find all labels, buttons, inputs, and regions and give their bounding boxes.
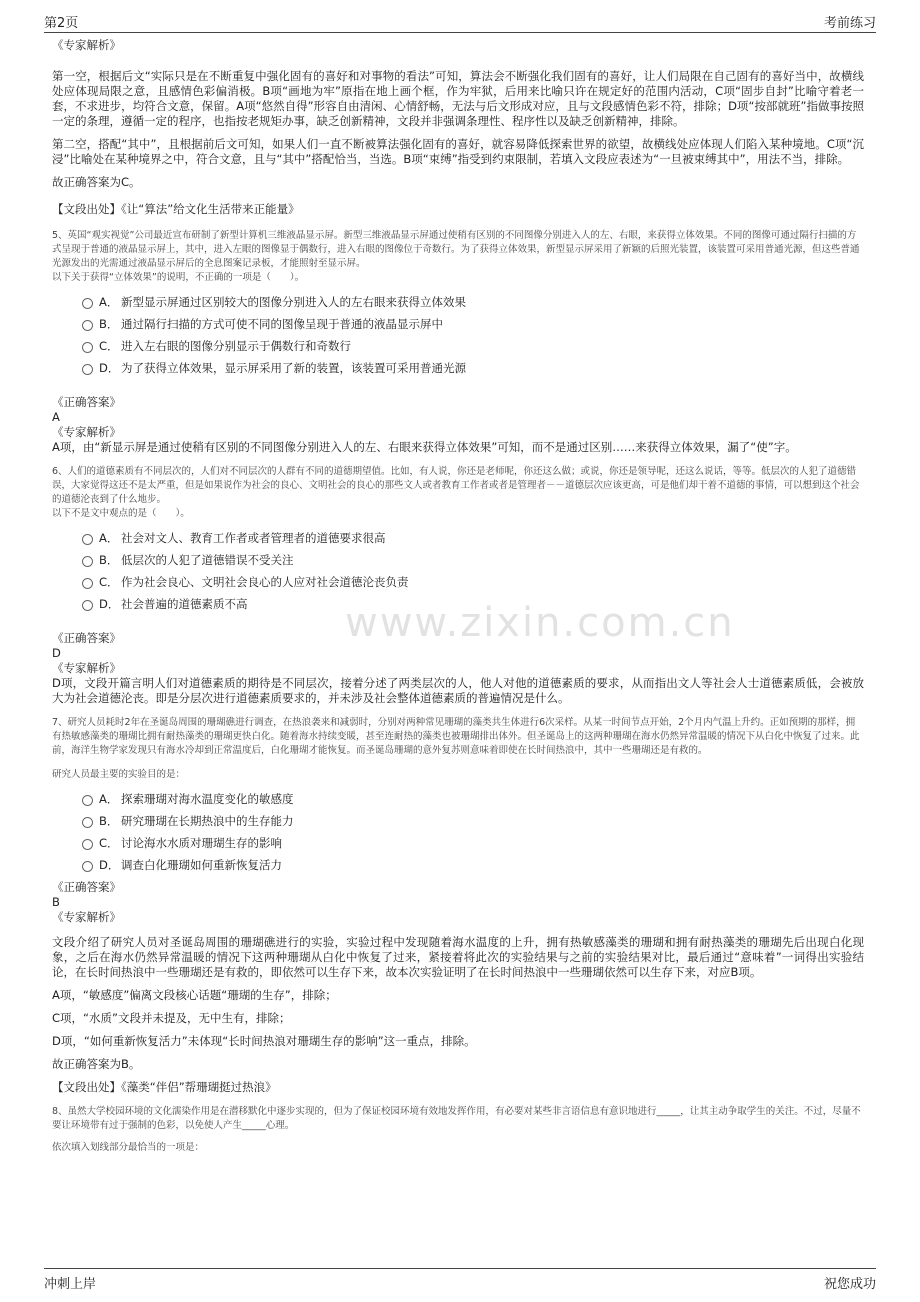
analysis-paragraph: 第一空，根据后文“实际只是在不断重复中强化固有的喜好和对事物的看法”可知，算法会不断强化我们固有的喜好，让人们局限在自己固有的喜好当中，故横线处应体现局限之意，且感情色彩偏消极。B项“画地为牢”原指在地上画个框，作为牢狱，后用来比喻只许在规定好的范围内活动，C项“固步自封”比喻守着老一套，不求进步，均符合文意，保留。A项“悠然自得”形容自由清闲、心情舒畅，无法与后文形成对应，且与文段感情色彩不符，排除；D项“按部就班”指做事按照一定的条理，遵循一定的程序，也指按老规矩办事，缺乏创新精神，文段并非强调条理性、程序性以及缺乏创新精神，排除。 <box>52 69 864 128</box>
analysis-paragraph: D项，“如何重新恢复活力”未体现“长时间热浪对珊瑚生存的影响”这一重点，排除。 <box>52 1034 476 1048</box>
answer-label: 《正确答案》 <box>52 631 121 645</box>
analysis-paragraph: C项，“水质”文段并未提及，无中生有，排除； <box>52 1011 291 1025</box>
radio-icon[interactable] <box>82 534 93 545</box>
radio-icon[interactable] <box>82 556 93 567</box>
option-c[interactable]: C． 作为社会良心、文明社会良心的人应对社会道德沦丧负责 <box>82 571 864 593</box>
question-prompt: 依次填入划线部分最恰当的一项是： <box>52 1142 205 1153</box>
question-prompt: 以下不是文中观点的是（ ）。 <box>52 508 190 519</box>
question-stem: 5、英国“观实视觉”公司最近宣布研制了新型计算机三维液晶显示屏。新型三维液晶显示屏通过使稍有区别的不同图像分别进入人的左、右眼，来获得立体效果。不同的图像可通过隔行扫描的方式呈现于普通的液晶显示屏上，其中，进入左眼的图像显于偶数行，进入右眼的图像位于奇数行。为了获得立体效果，新型显示屏采用了新颖的后照光装置，该装置可采用普通光源，但这些普通光源发出的光需通过液晶显示屏后的全息图案记录板，才能照射至显示屏。 <box>52 230 860 269</box>
document-body <box>52 38 864 1155</box>
answer-value: D <box>52 646 61 660</box>
page-footer <box>44 1268 876 1293</box>
option-list <box>82 291 864 379</box>
option-a[interactable]: A． 社会对文人、教育工作者或者管理者的道德要求很高 <box>82 527 864 549</box>
footer-right: 祝您成功 <box>823 1277 876 1292</box>
option-list <box>82 527 864 615</box>
header-title: 考前练习 <box>823 16 876 31</box>
conclusion: 故正确答案为C。 <box>52 175 141 189</box>
radio-icon[interactable] <box>82 861 93 872</box>
conclusion: 故正确答案为B。 <box>52 1057 141 1071</box>
page-header <box>44 10 876 33</box>
analysis-paragraph: 第二空，搭配“其中”，且根据前后文可知，如果人们一直不断被算法强化固有的喜好，就容易降低探索世界的欲望，故横线处应体现人们陷入某种境地。C项“沉浸”比喻处在某种境界之中，符合文意，且与“其中”搭配恰当，当选。B项“束缚”指受到约束限制，若填入文段应表述为“一旦被束缚其中”，用法不当，排除。 <box>52 137 864 166</box>
question-stem: 8、虽然大学校园环境的文化濡染作用是在潜移默化中逐步实现的，但为了保证校园环境有效地发挥作用，有必要对某些非言语信息有意识地进行_____，让其主动争取学生的关注。不过，尽量不要让环境带有过于强制的色彩，以免使人产生_____心理。 <box>52 1106 861 1131</box>
radio-icon[interactable] <box>82 600 93 611</box>
option-c[interactable]: C． 讨论海水水质对珊瑚生存的影响 <box>82 832 864 854</box>
option-b[interactable]: B． 研究珊瑚在长期热浪中的生存能力 <box>82 810 864 832</box>
radio-icon[interactable] <box>82 342 93 353</box>
analysis-paragraph: D项，文段开篇言明人们对道德素质的期待是不同层次，接着分述了两类层次的人，他人对他的道德素质的要求，从而指出文人等社会人士道德素质低，会被放大为社会道德沦丧。即是分层次进行道德素质要求的，并未涉及社会整体道德素质的普遍情况是什么。 <box>52 676 864 705</box>
option-b[interactable]: B． 通过隔行扫描的方式可使不同的图像呈现于普通的液晶显示屏中 <box>82 313 864 335</box>
radio-icon[interactable] <box>82 578 93 589</box>
option-c[interactable]: C． 进入左右眼的图像分别显示于偶数行和奇数行 <box>82 335 864 357</box>
question-stem: 6、人们的道德素质有不同层次的，人们对不同层次的人群有不同的道德期望值。比如，有人说，你还是老师呢，你还这么做；或说，你还是领导呢，还这么说话，等等。低层次的人犯了道德错误，大家觉得这还不是太严重，但是如果说作为社会的良心、文明社会的良心的那些文人或者教育工作者或者是管理者－－道德层次应该更高，可是他们却干着不道德的事情，可以想到这个社会的道德沦丧到了什么地步。 <box>52 466 860 505</box>
radio-icon[interactable] <box>82 839 93 850</box>
expert-label: 《专家解析》 <box>52 910 121 924</box>
option-b[interactable]: B． 低层次的人犯了道德错误不受关注 <box>82 549 864 571</box>
analysis-paragraph: A项，“敏感度”偏离文段核心话题“珊瑚的生存”，排除； <box>52 988 337 1002</box>
watermark: www.zixin.com.cn <box>345 600 735 646</box>
radio-icon[interactable] <box>82 817 93 828</box>
radio-icon[interactable] <box>82 364 93 375</box>
answer-value: B <box>52 895 60 909</box>
source-citation: 【文段出处】《让“算法”给文化生活带来正能量》 <box>52 202 300 216</box>
option-a[interactable]: A． 探索珊瑚对海水温度变化的敏感度 <box>82 788 864 810</box>
option-d[interactable]: D． 调查白化珊瑚如何重新恢复活力 <box>82 854 864 876</box>
option-d[interactable]: D． 社会普遍的道德素质不高 <box>82 593 864 615</box>
expert-label: 《专家解析》 <box>52 425 121 439</box>
question-stem: 7、研究人员耗时2年在圣诞岛周围的珊瑚礁进行调查，在热浪袭来和减弱时，分别对两种常见珊瑚的藻类共生体进行6次采样。从某一时间节点开始，2个月内气温上升约。正如预期的那样，拥有热敏感藻类的珊瑚比拥有耐热藻类的珊瑚更快白化。随着海水持续变暖，甚至连耐热的藻类也被珊瑚排出体外。但圣诞岛上的这两种珊瑚在海水仍然异常温暖的情况下从白化中恢复了过来。此前，海洋生物学家发现只有海水冷却到正常温度后，白化珊瑚才能恢复。而圣诞岛珊瑚的意外复苏则意味着即使在长时间热浪中，其中一些珊瑚还是有救的。 <box>52 717 860 756</box>
answer-label: 《正确答案》 <box>52 395 121 409</box>
question-prompt: 以下关于获得“立体效果”的说明，不正确的一项是（ ）。 <box>52 272 305 283</box>
option-list <box>82 788 864 876</box>
page-number: 第2页 <box>44 16 79 31</box>
analysis-paragraph: 文段介绍了研究人员对圣诞岛周围的珊瑚礁进行的实验，实验过程中发现随着海水温度的上升，拥有热敏感藻类的珊瑚和拥有耐热藻类的珊瑚先后出现白化现象，之后在海水仍然异常温暖的情况下这两种珊瑚从白化中恢复了过来，紧接着将此次的实验结果与之前的实验结果对比，最后通过“意味着”一词得出实验结论，在长时间热浪中一些珊瑚还是有救的，即依然可以生存下来，故本次实验证明了在长时间热浪中一些珊瑚依然可以生存下来，对应B项。 <box>52 935 864 979</box>
answer-label: 《正确答案》 <box>52 880 121 894</box>
expert-label: 《专家解析》 <box>52 38 121 52</box>
analysis-paragraph: A项，由“新显示屏是通过使稍有区别的不同图像分别进入人的左、右眼来获得立体效果”可知，而不是通过区别……来获得立体效果，漏了“使”字。 <box>52 440 797 454</box>
radio-icon[interactable] <box>82 795 93 806</box>
option-d[interactable]: D． 为了获得立体效果，显示屏采用了新的装置，该装置可采用普通光源 <box>82 357 864 379</box>
footer-left: 冲刺上岸 <box>44 1277 97 1292</box>
radio-icon[interactable] <box>82 320 93 331</box>
answer-value: A <box>52 410 60 424</box>
expert-label: 《专家解析》 <box>52 661 121 675</box>
source-citation: 【文段出处】《藻类“伴侣”帮珊瑚挺过热浪》 <box>52 1080 277 1094</box>
question-prompt: 研究人员最主要的实验目的是： <box>52 769 186 780</box>
radio-icon[interactable] <box>82 298 93 309</box>
option-a[interactable]: A． 新型显示屏通过区别较大的图像分别进入人的左右眼来获得立体效果 <box>82 291 864 313</box>
